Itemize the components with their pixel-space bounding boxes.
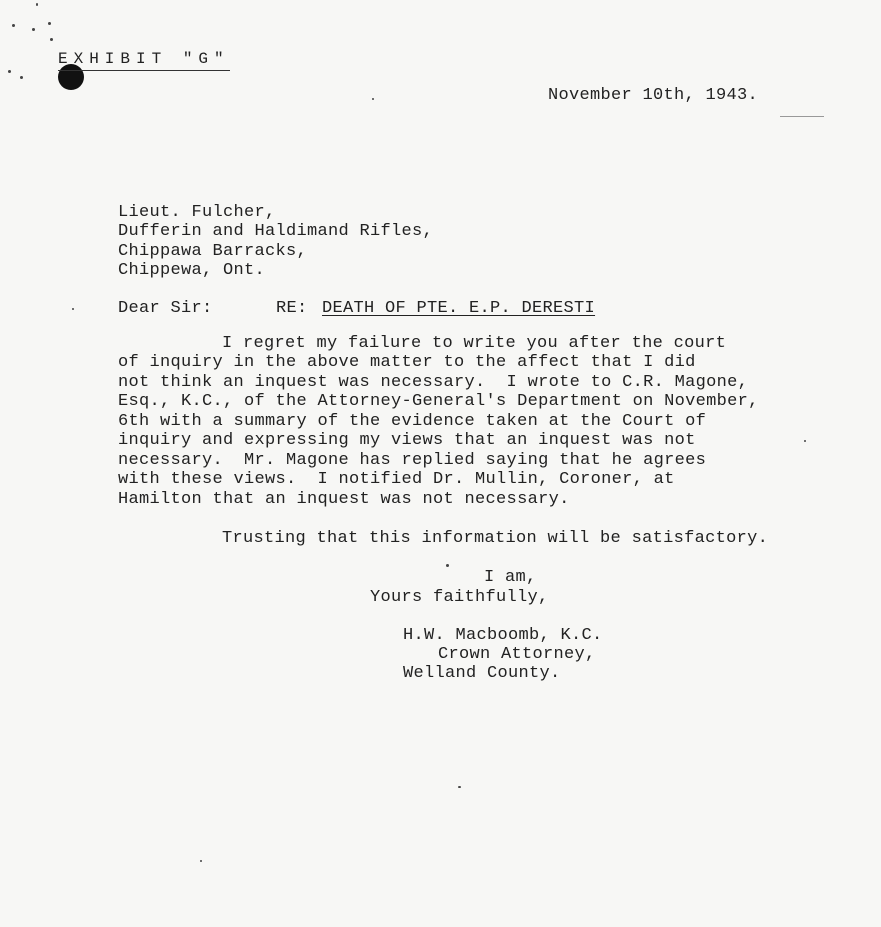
recipient-line: Chippawa Barracks, xyxy=(118,242,308,261)
speck xyxy=(8,70,11,73)
re-label: RE: xyxy=(276,299,308,318)
body-line: with these views. I notified Dr. Mullin, Coroner, at xyxy=(118,470,675,489)
recipient-line: Lieut. Fulcher, xyxy=(118,203,276,222)
exhibit-label: EXHIBIT "G" xyxy=(58,50,230,71)
body-line: of inquiry in the above matter to the affect that I did xyxy=(118,353,696,372)
re-subject: DEATH OF PTE. E.P. DERESTI xyxy=(322,299,596,318)
signature-county: Welland County. xyxy=(403,664,561,683)
letter-date: November 10th, 1943. xyxy=(548,86,759,105)
body-line: Esq., K.C., of the Attorney-General's Department on November, xyxy=(118,392,759,411)
body-line: I regret my failure to write you after the court xyxy=(222,334,727,353)
stray-mark xyxy=(780,116,824,117)
speck xyxy=(804,440,806,442)
recipient-line: Chippewa, Ont. xyxy=(118,261,266,280)
speck xyxy=(12,24,15,27)
speck xyxy=(446,564,449,567)
body-line: not think an inquest was necessary. I wrote to C.R. Magone, xyxy=(118,373,749,392)
signature-name: H.W. Macboomb, K.C. xyxy=(403,626,603,645)
speck xyxy=(20,76,23,79)
recipient-line: Dufferin and Haldimand Rifles, xyxy=(118,222,434,241)
speck xyxy=(32,28,35,31)
speck xyxy=(372,98,374,100)
body-line: Hamilton that an inquest was not necessary. xyxy=(118,490,570,509)
sign-off-yours: Yours faithfully, xyxy=(370,588,549,607)
speck xyxy=(72,308,74,310)
body-line: inquiry and expressing my views that an inquest was not xyxy=(118,431,696,450)
salutation: Dear Sir: xyxy=(118,299,213,318)
speck xyxy=(48,22,51,25)
closing-line: Trusting that this information will be satisfactory. xyxy=(222,529,769,548)
speck xyxy=(458,786,461,788)
body-line: 6th with a summary of the evidence taken at the Court of xyxy=(118,412,707,431)
body-line: necessary. Mr. Magone has replied saying that he agrees xyxy=(118,451,707,470)
signature-title: Crown Attorney, xyxy=(438,645,596,664)
speck xyxy=(200,860,202,862)
speck xyxy=(36,3,38,6)
sign-off-i-am: I am, xyxy=(484,568,537,587)
speck xyxy=(50,38,53,41)
